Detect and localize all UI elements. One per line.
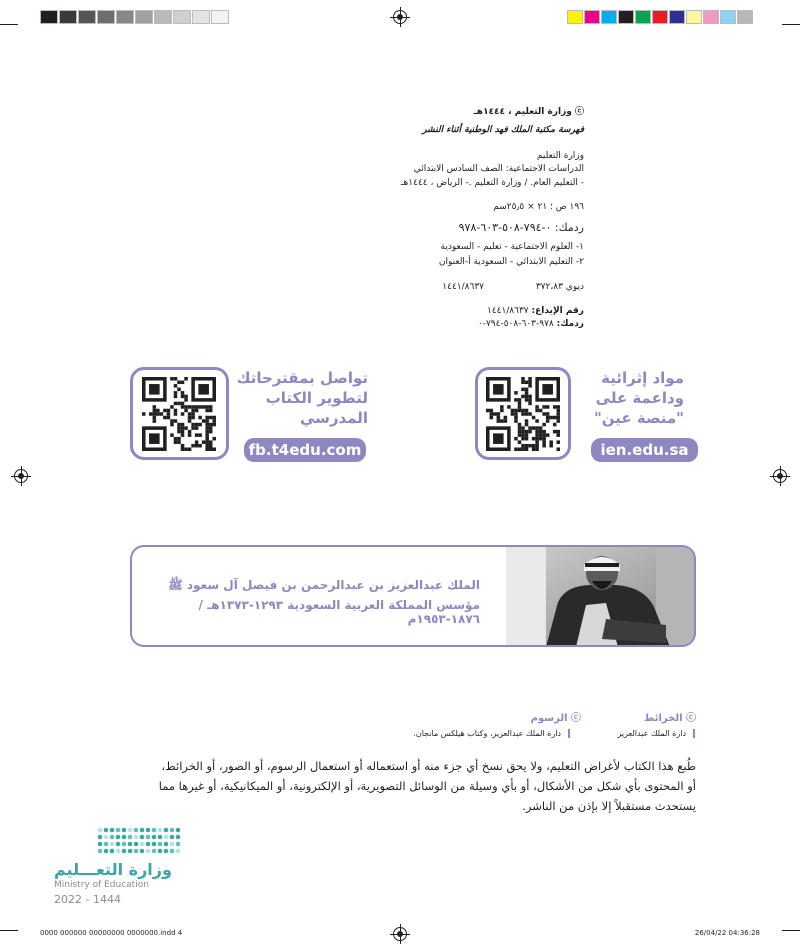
legal-line-1: طُبع هذا الكتاب لأغراض التعليم، ولا يحق نسخ أي جزء منه أو استعماله أو استعمال الرسوم، أو الصور، أو الخرائط، xyxy=(161,759,696,773)
catalogue-copyright: ⓒ وزارة التعليم ، ١٤٤٤هـ xyxy=(473,107,584,117)
ministry-name-english: Ministry of Education xyxy=(54,880,149,890)
king-abdulaziz-panel xyxy=(130,545,696,647)
maps-credit-bar xyxy=(693,729,695,738)
ien-qr-card[interactable] xyxy=(475,367,571,460)
color-swatch xyxy=(192,10,210,24)
catalogue-dewey: ديوي ٣٧٢،٨٣ xyxy=(535,282,584,292)
color-swatch xyxy=(211,10,229,24)
color-swatch xyxy=(618,10,634,24)
feedback-card-text xyxy=(228,368,368,428)
ministry-name-arabic: وزارة التعـــليم xyxy=(54,860,172,879)
king-portrait-image xyxy=(506,547,694,647)
ien-line-2: وداعمة على xyxy=(595,389,684,407)
color-swatch xyxy=(116,10,134,24)
deposit-value: ١٤٤١/٨٦٣٧ xyxy=(486,306,529,316)
ien-line-3: "منصة عين" xyxy=(593,409,684,427)
color-swatch xyxy=(567,10,583,24)
catalogue-subject-2: ٢- التعليم الابتدائي - السعودية أ-العنوان xyxy=(438,257,584,267)
feedback-line-2: لتطوير الكتاب xyxy=(265,389,368,407)
slug-right: 26/04/22 04:36:28 xyxy=(694,929,760,937)
legal-notice xyxy=(100,756,696,816)
catalogue-deposit xyxy=(487,305,584,318)
color-swatch xyxy=(601,10,617,24)
deposit-label: رقم الإيداع: xyxy=(531,306,584,316)
ministry-years: 2022 - 1444 xyxy=(54,893,121,906)
catalogue-book: الدراسات الاجتماعية: الصف السادس الابتدائي xyxy=(413,164,584,174)
king-name: الملك عبدالعزيز بن عبدالرحمن بن فيصل آل سعود ﷺ xyxy=(168,578,480,592)
catalogue-call-number: ١٤٤١/٨٦٣٧ xyxy=(442,282,484,292)
crop-mark-bottom-right xyxy=(782,930,800,931)
catalogue-series: - التعليم العام. / وزارة التعليم .- الرياض ، ١٤٤٤هـ xyxy=(400,178,584,188)
color-swatch xyxy=(40,10,58,24)
catalogue-title: فهرسة مكتبة الملك فهد الوطنية أثناء النشر xyxy=(422,125,584,135)
color-swatch xyxy=(78,10,96,24)
catalogue-subject-1: ١- العلوم الاجتماعية - تعليم - السعودية xyxy=(440,242,584,252)
qr-code-icon xyxy=(142,377,216,451)
ien-qr-code[interactable] xyxy=(486,377,560,451)
color-swatch xyxy=(584,10,600,24)
catalogue-isbn: ردمك: ٠-٧٩٤-٥٠٨-٦٠٣-٩٧٨ xyxy=(458,221,584,234)
slug-left: 0000 000000 00000000 0000000.indd 4 xyxy=(40,929,183,937)
drawings-credit-heading: ⓒ الرسوم xyxy=(530,713,581,724)
feedback-url-pill[interactable]: fb.t4edu.com xyxy=(244,438,366,462)
color-swatch xyxy=(59,10,77,24)
legal-line-2: أو المحتوى بأي شكل من الأشكال، أو بأي وسيلة من الوسائل التصويرية، أو الإلكترونية، أو الميكانيكية، أو غيرها مما xyxy=(158,779,696,793)
crop-mark-bottom-left xyxy=(0,930,18,931)
color-swatch xyxy=(720,10,736,24)
drawings-credit-bar xyxy=(568,729,570,738)
crop-mark-top-right xyxy=(782,24,800,25)
color-swatch xyxy=(652,10,668,24)
registration-mark-right xyxy=(773,469,787,483)
maps-credit-heading: ⓒ الخرائط xyxy=(644,713,696,724)
registration-mark-bottom xyxy=(393,927,407,941)
ien-line-1: مواد إثرائية xyxy=(601,369,684,387)
king-portrait-photo xyxy=(506,547,694,647)
color-swatch xyxy=(635,10,651,24)
catalogue-author: وزارة التعليم xyxy=(536,151,584,161)
color-swatch xyxy=(154,10,172,24)
drawings-credit-source: دارة الملك عبدالعزيز، وكتاب هيلكس مانجان. xyxy=(413,729,561,738)
registration-mark-left xyxy=(14,469,28,483)
feedback-qr-code[interactable] xyxy=(142,377,216,451)
feedback-qr-card[interactable] xyxy=(130,367,229,460)
legal-line-3: يستحدث مستقبلاً إلا بإذن من الناشر. xyxy=(522,799,696,813)
isbn2-label: ردمك: xyxy=(556,319,584,329)
ministry-logo-dots-icon xyxy=(96,826,186,856)
color-swatch xyxy=(173,10,191,24)
catalogue-isbn-2 xyxy=(478,318,584,331)
registration-mark-top xyxy=(393,10,407,24)
feedback-line-3: المدرسي xyxy=(299,409,368,427)
king-subtitle: مؤسس المملكة العربية السعودية ١٢٩٣-١٣٧٣هـ / ١٨٧٦-١٩٥٣م xyxy=(198,598,480,626)
crop-mark-top-left xyxy=(0,24,18,25)
color-swatch xyxy=(703,10,719,24)
maps-credit-source: دارة الملك عبدالعزيز xyxy=(617,729,686,738)
ien-url-pill[interactable]: ien.edu.sa xyxy=(591,438,698,462)
catalogue-pages: ١٩٦ ص ؛ ٢١ × ٢٥٫٥سم xyxy=(493,202,584,212)
color-swatch xyxy=(686,10,702,24)
isbn2-value: ٩٧٨-٦٠٣-٥٠٨-٧٩٤-٠ xyxy=(477,319,554,329)
color-swatch xyxy=(669,10,685,24)
feedback-line-1: تواصل بمقترحاتك xyxy=(236,369,368,387)
color-swatch xyxy=(97,10,115,24)
color-swatch xyxy=(737,10,753,24)
color-swatch xyxy=(135,10,153,24)
qr-code-icon xyxy=(486,377,560,451)
ien-card-text xyxy=(574,368,684,428)
